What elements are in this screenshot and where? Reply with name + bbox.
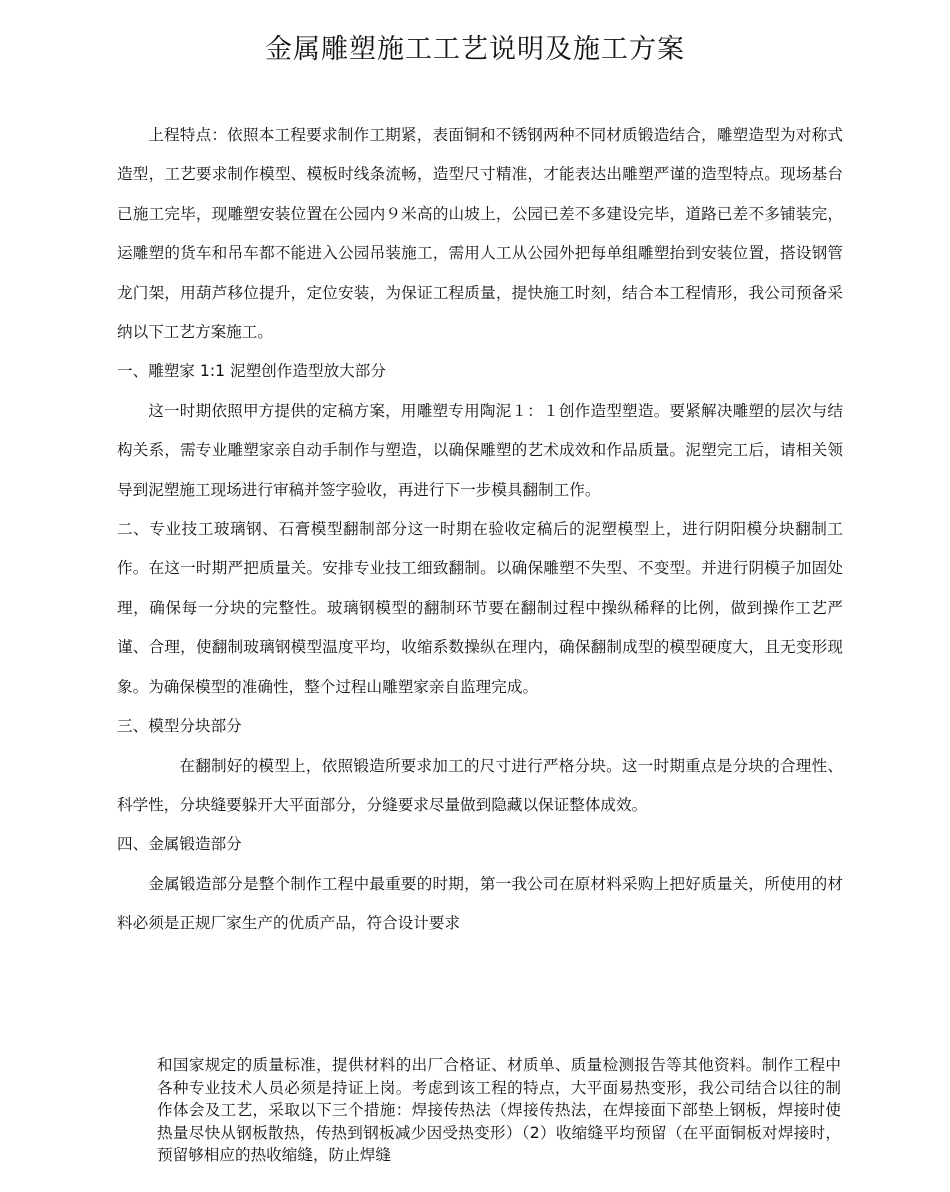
section-heading-4: 四、金属锻造部分 <box>117 835 242 854</box>
paragraph-section-4: 金属锻造部分是整个制作工程中最重要的时期，第一我公司在原材料采购上把好质量关，所使用的材料必须是正规厂家生产的优质产品，符合设计要求 <box>117 874 843 933</box>
paragraph-continuation: 和国家规定的质量标准，提供材料的出厂合格证、材质单、质量检测报告等其他资料。制作工程中各种专业技术人员必须是持证上岗。考虑到该工程的特点，大平面易热变形，我公司结合以往的制作体会及工艺，采取以下三个措施：焊接传热法（焊接传热法，在焊接面下部垫上钢板，焊接时使热量尽快从钢板散热，传热到钢板减少因受热变形）（2）收缩缝平均预留（在平面铜板对焊接时，预留够相应的热收缩缝，防止焊缝 <box>157 1056 841 1165</box>
paragraph-section-1: 这一时期依照甲方提供的定稿方案，用雕塑专用陶泥１：１创作造型塑造。要紧解决雕塑的层次与结构关系，需专业雕塑家亲自动手制作与塑造，以确保雕塑的艺术成效和作品质量。泥塑完工后，请相关领导到泥塑施工现场进行审稿并签字验收，再进行下一步模具翻制工作。 <box>117 401 843 499</box>
continuation-block <box>157 1054 841 1167</box>
section-heading-1: 一、雕塑家 1:1 泥塑创作造型放大部分 <box>117 362 386 381</box>
document-body <box>117 116 843 944</box>
paragraph-section-2: 二、专业技工玻璃钢、石膏模型翻制部分这一时期在验收定稿后的泥塑模型上，进行阴阳模分块翻制工作。在这一时期严把质量关。安排专业技工细致翻制。以确保雕塑不失型、不变型。并进行阴模子加固处理，确保每一分块的完整性。玻璃钢模型的翻制环节要在翻制过程中操纵稀释的比例，做到操作工艺严谨、合理，使翻制玻璃钢模型温度平均，收缩系数操纵在理内，确保翻制成型的模型硬度大，且无变形现象。为确保模型的准确性，整个过程山雕塑家亲自监理完成。 <box>117 520 843 696</box>
paragraph-project-features: 上程特点：依照本工程要求制作工期紧，表面铜和不锈钢两种不同材质锻造结合，雕塑造型为对称式造型，工艺要求制作模型、模板时线条流畅，造型尺寸精准，才能表达出雕塑严谨的造型特点。现场基台已施工完毕，现雕塑安装位置在公园内９米高的山坡上，公园已差不多建设完毕，道路已差不多铺装完，运雕塑的货车和吊车都不能进入公园吊装施工，需用人工从公园外把每单组雕塑抬到安装位置，搭设钢管龙门架，用葫芦移位提升，定位安装，为保证工程质量，提快施工时刻，结合本工程情形，我公司预备采纳以下工艺方案施工。 <box>117 126 843 342</box>
paragraph-section-3: 在翻制好的模型上，依照锻造所要求加工的尺寸进行严格分块。这一时期重点是分块的合理性、科学性，分块缝要躲开大平面部分，分缝要求尽量做到隐藏以保证整体成效。 <box>117 756 843 814</box>
section-heading-3: 三、模型分块部分 <box>117 717 242 736</box>
document-title: 金属雕塑施工工艺说明及施工方案 <box>265 34 685 65</box>
